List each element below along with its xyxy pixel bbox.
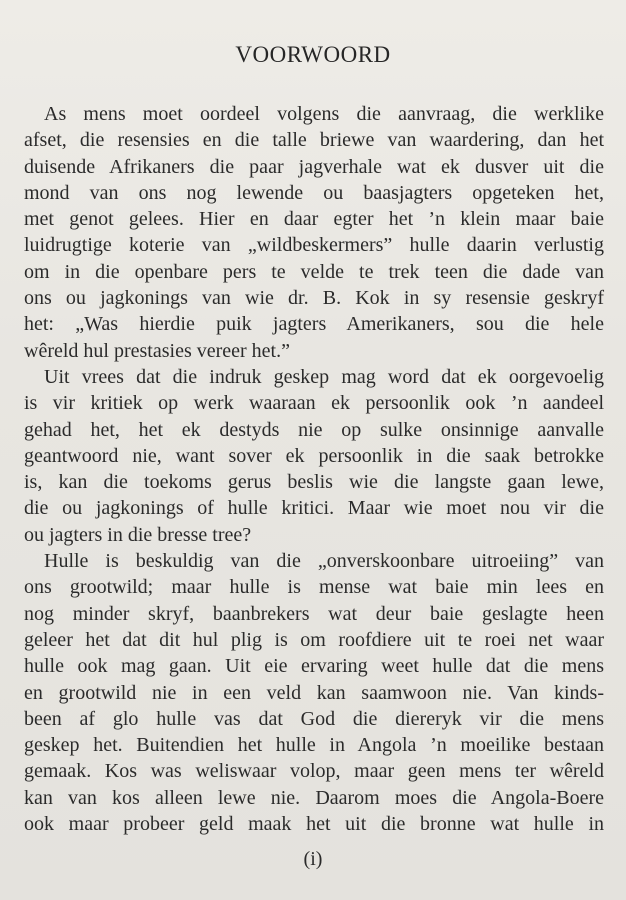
- text-line: die ou jagkonings of hulle kritici. Maar wie moet nou vir die: [24, 497, 604, 519]
- text-line: ons ou jagkonings van wie dr. B. Kok in sy resensie geskryf: [24, 287, 604, 309]
- text-line: geskep het. Buitendien het hulle in Angola ’n moeilike bestaan: [24, 734, 604, 756]
- text-line: gemaak. Kos was weliswaar volop, maar geen mens ter wêreld: [24, 760, 604, 782]
- text-line: As mens moet oordeel volgens die aanvraag, die werklike: [44, 103, 604, 125]
- text-line: mond van ons nog lewende ou baasjagters opgeteken het,: [24, 182, 604, 204]
- text-line: geleer het dat dit hul plig is om roofdiere uit te roei net waar: [24, 629, 604, 651]
- text-line: Uit vrees dat die indruk geskep mag word dat ek oorgevoelig: [44, 366, 604, 388]
- text-line: been af glo hulle vas dat God die diereryk vir die mens: [24, 708, 604, 730]
- text-line: het: „Was hierdie puik jagters Amerikaners, sou die hele: [24, 313, 604, 335]
- text-line: nog minder skryf, baanbrekers wat deur baie geslagte heen: [24, 603, 604, 625]
- text-line: Hulle is beskuldig van die „onverskoonbare uitroeiing” van: [44, 550, 604, 572]
- text-line: wêreld hul prestasies vereer het.”: [24, 340, 290, 362]
- text-line: duisende Afrikaners die paar jagverhale wat ek dusver uit die: [24, 156, 604, 178]
- text-line: met genot gelees. Hier en daar egter het ’n klein maar baie: [24, 208, 604, 230]
- page-title: VOORWOORD: [235, 42, 391, 67]
- page-number: (i): [303, 848, 323, 870]
- text-line: om in die openbare pers te velde te trek teen die dade van: [24, 261, 604, 283]
- text-line: afset, die resensies en die talle briewe van waardering, dan het: [24, 129, 604, 151]
- text-line: luidrugtige koterie van „wildbeskermers” hulle daarin verlustig: [24, 234, 604, 256]
- text-line: kan van kos alleen lewe nie. Daarom moes die Angola-Boere: [24, 787, 604, 809]
- text-line: en grootwild nie in een veld kan saamwoon nie. Van kinds-: [24, 682, 604, 704]
- text-line: ons grootwild; maar hulle is mense wat baie min lees en: [24, 576, 604, 598]
- text-line: is, kan die toekoms gerus beslis wie die langste gaan lewe,: [24, 471, 604, 493]
- text-line: ook maar probeer geld maak het uit die bronne wat hulle in: [24, 813, 604, 835]
- text-line: ou jagters in die bresse tree?: [24, 524, 252, 546]
- text-line: is vir kritiek op werk waaraan ek persoonlik ook ’n aandeel: [24, 392, 604, 414]
- text-line: hulle ook mag gaan. Uit eie ervaring weet hulle dat die mens: [24, 655, 604, 677]
- text-line: geantwoord nie, want sover ek persoonlik in die saak betrokke: [24, 445, 604, 467]
- text-line: gehad het, het ek destyds nie op sulke onsinnige aanvalle: [24, 419, 604, 441]
